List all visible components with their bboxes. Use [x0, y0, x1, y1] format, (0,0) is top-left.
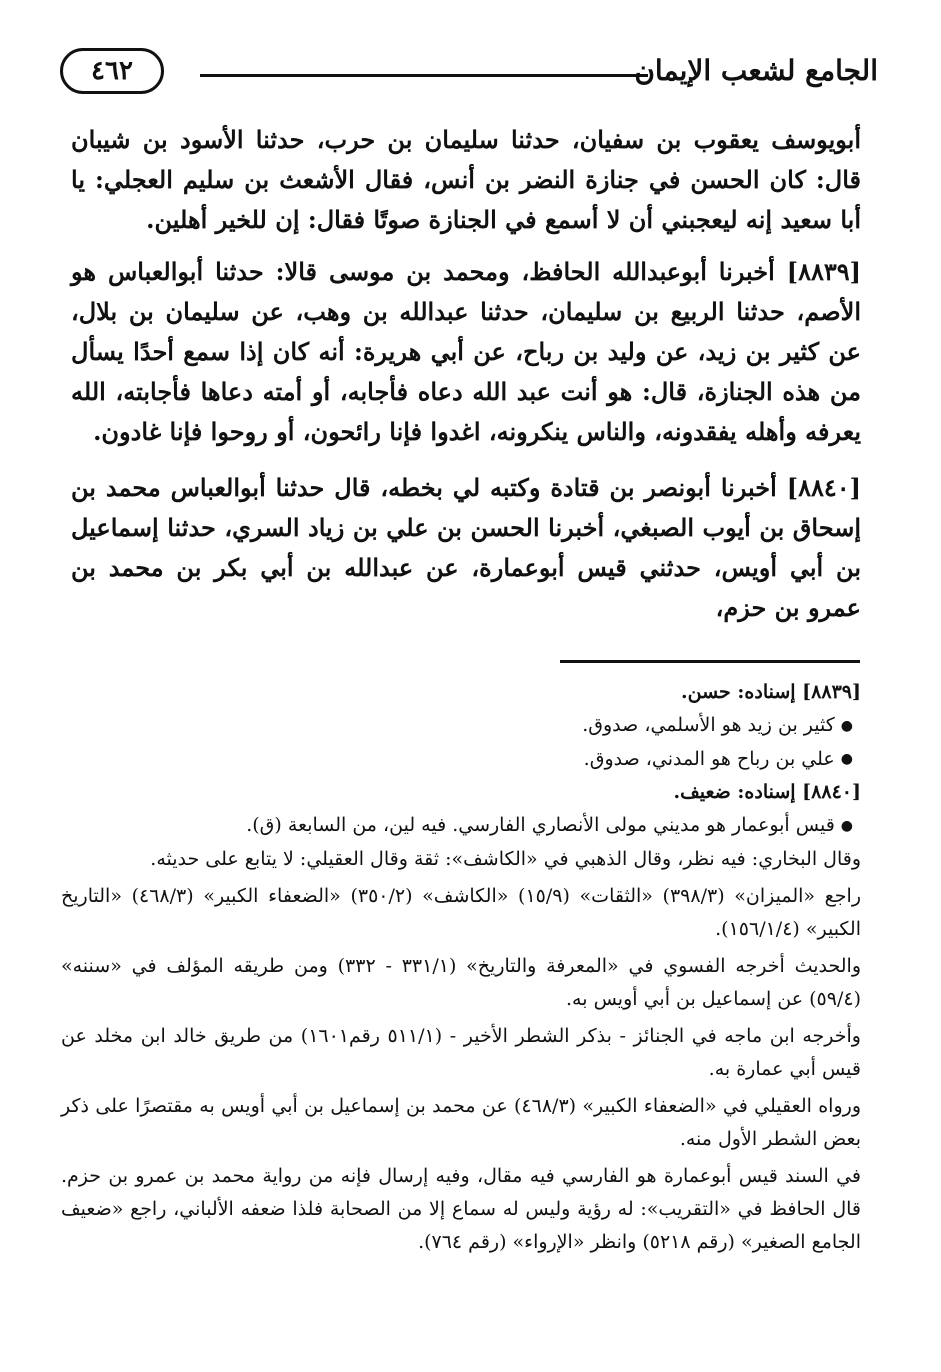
footnote-line: والحديث أخرجه الفسوي في «المعرفة والتاريخ» (٣٣١/١ - ٣٣٢) ومن طريقه المؤلف في «سننه» (٥٩/٤) عن إسماعيل بن أبي أويس به. — [61, 954, 862, 1010]
footnote-bullet — [61, 809, 861, 843]
footnote-bullet — [61, 743, 861, 777]
footnotes — [61, 676, 861, 1263]
footnote-heading: [٨٨٣٩] إسناده: حسن. — [681, 681, 861, 703]
header-rule — [200, 74, 648, 77]
paragraph-hadith-8839: [٨٨٣٩] أخبرنا أبوعبدالله الحافظ، ومحمد بن موسى قالا: حدثنا أبوالعباس هو الأصم، حدثنا الربيع بن سليمان، حدثنا عبدالله بن وهب، عن سليمان بن بلال، عن كثير بن زيد، عن وليد بن رباح، عن أبي هريرة: أنه كان إذا سمع أحدًا يسأل من هذه الجنازة، قال: هو أنت عبد الله دعاه فأجابه، أو أمته دعاها فأجابته، الله يعرفه وأهله يفقدونه، والناس ينكرونه، اغدوا فإنا رائحون، أو روحوا فإنا غادون. — [71, 257, 861, 446]
bullet-icon: ● — [840, 751, 853, 767]
footnote-divider — [560, 660, 860, 663]
footnote-bullet-text: كثير بن زيد هو الأسلمي، صدوق. — [582, 714, 835, 736]
footnote-bullet — [61, 709, 861, 743]
footnote-bullet-text: علي بن رباح هو المدني، صدوق. — [583, 747, 835, 770]
running-title: الجامع لشعب الإيمان — [634, 54, 878, 87]
footnote-bullet-text: قيس أبوعمار هو مديني مولى الأنصاري الفارسي. فيه لين، من السابعة (ق). — [246, 814, 835, 836]
page-number: ٤٦٢ — [60, 48, 164, 94]
footnote-line: في السند قيس أبوعمارة هو الفارسي فيه مقال، وفيه إرسال فإنه من رواية محمد بن عمرو بن حزم. قال الحافظ في «التقريب»: له رؤية وليس له سماع إلا من الصحابة فلذا ضعفه الألباني، راجع «ضعيف الجامع الصغير» (رقم ٥٢١٨) وانظر «الإرواء» (رقم ٧٦٤). — [61, 1164, 861, 1253]
page-header — [60, 44, 878, 104]
main-text — [71, 120, 861, 644]
bullet-icon: ● — [840, 717, 853, 734]
footnote-line: راجع «الميزان» (٣٩٨/٣) «الثقات» (١٥/٩) «الكاشف» (٣٥٠/٢) «الضعفاء الكبير» (٤٦٨/٣) «التاريخ الكبير» (١٥٦/١/٤). — [61, 884, 861, 940]
footnote-line: وقال البخاري: فيه نظر، وقال الذهبي في «الكاشف»: ثقة وقال العقيلي: لا يتابع على حديثه. — [150, 847, 861, 870]
footnote-line: وأخرجه ابن ماجه في الجنائز - بذكر الشطر الأخير - (٥١١/١ رقم١٦٠١) من طريق خالد ابن مخلد عن قيس أبي عمارة به. — [61, 1024, 861, 1080]
paragraph-continuation: أبويوسف يعقوب بن سفيان، حدثنا سليمان بن حرب، حدثنا الأسود بن شيبان قال: كان الحسن في جنازة النضر بن أنس، فقال الأشعث بن سليم العجلي: يا أبا سعيد إنه ليعجبني أن لا أسمع في الجنازة صوتًا فقال: إن للخير أهلين. — [71, 125, 861, 234]
paragraph-hadith-8840: [٨٨٤٠] أخبرنا أبونصر بن قتادة وكتبه لي بخطه، قال حدثنا أبوالعباس محمد بن إسحاق بن أيوب الصبغي، أخبرنا الحسن بن علي بن زياد السري، حدثنا إسماعيل بن أبي أويس، حدثني قيس أبوعمارة، عن عبدالله بن أبي بكر بن محمد بن عمرو بن حزم، — [71, 473, 861, 622]
footnote-heading: [٨٨٤٠] إسناده: ضعيف. — [673, 781, 861, 803]
footnote-line: ورواه العقيلي في «الضعفاء الكبير» (٤٦٨/٣) عن محمد بن إسماعيل بن أبي أويس به مقتصرًا على ذكر بعض الشطر الأول منه. — [61, 1094, 861, 1150]
bullet-icon: ● — [840, 817, 853, 834]
